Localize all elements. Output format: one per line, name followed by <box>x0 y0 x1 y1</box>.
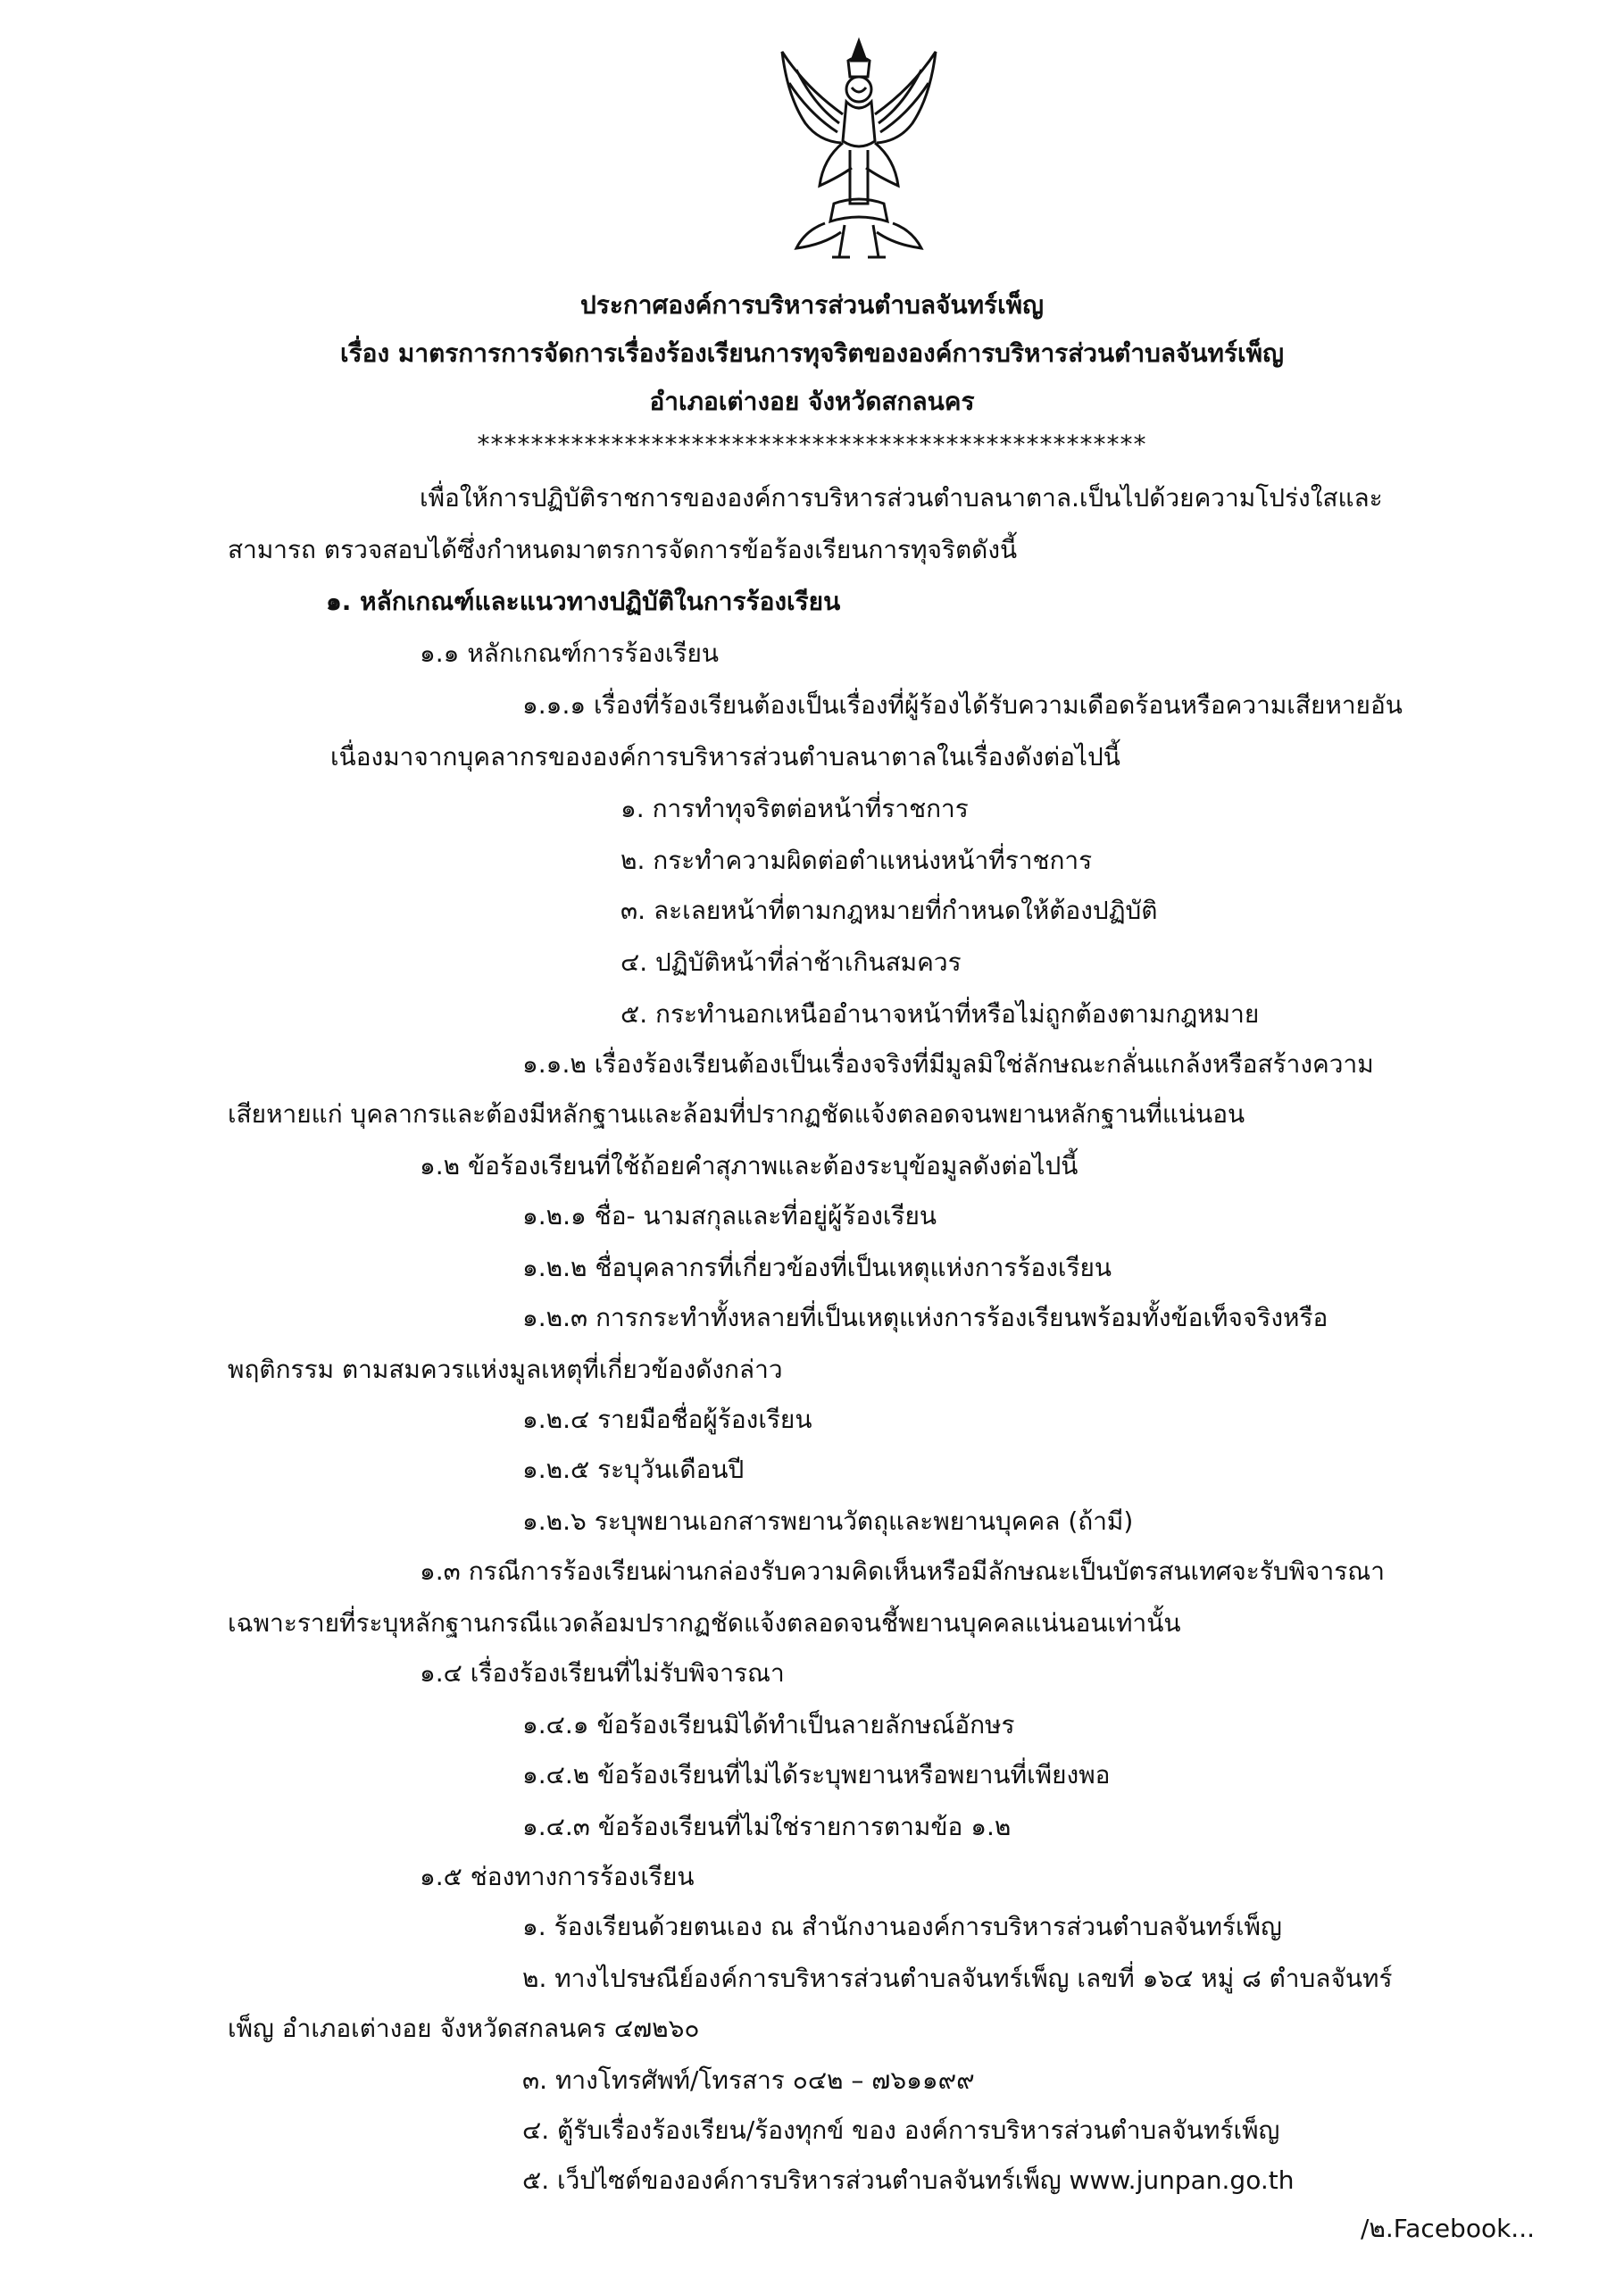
channel-2-line2: เพ็ญ อำเภอเต่างอย จังหวัดสกลนคร ๔๗๒๖๐ <box>228 2014 700 2043</box>
divider-stars: ************************************************** <box>477 430 1147 459</box>
section-1-3-line2: เฉพาะรายที่ระบุหลักฐานกรณีแวดล้อมปรากฏชัดแจ้งตลอดจนชี้พยานบุคคลแน่นอนเท่านั้น <box>228 1608 1181 1638</box>
channel-2-line1: ๒. ทางไปรษณีย์องค์การบริหารส่วนตำบลจันทร์เพ็ญ เลขที่ ๑๖๔ หมู่ ๘ ตำบลจันทร์ <box>522 1964 1393 1993</box>
section-1-2-3-line1: ๑.๒.๓ การกระทำทั้งหลายที่เป็นเหตุแห่งการร้องเรียนพร้อมทั้งข้อเท็จจริงหรือ <box>522 1303 1328 1332</box>
section-1-1-1-line2: เนื่องมาจากบุคลากรขององค์การบริหารส่วนตำบลนาตาลในเรื่องดังต่อไปนี้ <box>330 742 1120 772</box>
section-1-2-5: ๑.๒.๕ ระบุวันเดือนปี <box>522 1455 745 1484</box>
section-1-2-1: ๑.๒.๑ ชื่อ- นามสกุลและที่อยู่ผู้ร้องเรียน <box>522 1201 937 1231</box>
section-1-1: ๑.๑ หลักเกณฑ์การร้องเรียน <box>420 638 720 668</box>
channel-5: ๕. เว็ปไซต์ขององค์การบริหารส่วนตำบลจันทร์เพ็ญ www.junpan.go.th <box>522 2165 1295 2195</box>
channel-3: ๓. ทางโทรศัพท์/โทรสาร ๐๔๒ – ๗๖๑๑๙๙ <box>522 2065 975 2095</box>
list-item: ๔. ปฏิบัติหน้าที่ล่าช้าเกินสมควร <box>620 947 962 977</box>
list-item: ๕. กระทำนอกเหนืออำนาจหน้าที่หรือไม่ถูกต้องตามกฎหมาย <box>620 999 1260 1029</box>
section-1-4-2: ๑.๔.๒ ข้อร้องเรียนที่ไม่ได้ระบุพยานหรือพยานที่เพียงพอ <box>522 1760 1111 1790</box>
section-1-1-2-line2: เสียหายแก่ บุคลากรและต้องมีหลักฐานและล้อมที่ปรากฏชัดแจ้งตลอดจนพยานหลักฐานที่แน่นอน <box>228 1099 1245 1129</box>
section1-heading: ๑. หลักเกณฑ์และแนวทางปฏิบัติในการร้องเรียน <box>326 587 841 616</box>
section-1-1-2-line1: ๑.๑.๒ เรื่องร้องเรียนต้องเป็นเรื่องจริงที่มีมูลมิใช่ลักษณะกลั่นแกล้งหรือสร้างความ <box>522 1049 1374 1079</box>
list-item: ๑. การทำทุจริตต่อหน้าที่ราชการ <box>620 794 969 823</box>
intro-paragraph-line1: เพื่อให้การปฏิบัติราชการขององค์การบริหารส่วนตำบลนาตาล.เป็นไปด้วยความโปร่งใสและ <box>420 483 1383 513</box>
section-1-4-3: ๑.๔.๓ ข้อร้องเรียนที่ไม่ใช่รายการตามข้อ ๑.๒ <box>522 1812 1012 1841</box>
section-1-5: ๑.๕ ช่องทางการร้องเรียน <box>420 1862 695 1891</box>
section-1-4-1: ๑.๔.๑ ข้อร้องเรียนมิได้ทำเป็นลายลักษณ์อักษร <box>522 1710 1015 1740</box>
list-item: ๓. ละเลยหน้าที่ตามกฎหมายที่กำหนดให้ต้องปฏิบัติ <box>620 896 1158 925</box>
section-1-2: ๑.๒ ข้อร้องเรียนที่ใช้ถ้อยคำสุภาพและต้องระบุข้อมูลดังต่อไปนี้ <box>420 1151 1079 1181</box>
channel-1: ๑. ร้องเรียนด้วยตนเอง ณ สำนักงานองค์การบริหารส่วนตำบลจันทร์เพ็ญ <box>522 1912 1282 1941</box>
section-1-2-3-line2: พฤติกรรม ตามสมควรแห่งมูลเหตุที่เกี่ยวข้องดังกล่าว <box>228 1355 783 1384</box>
section-1-4: ๑.๔ เรื่องร้องเรียนที่ไม่รับพิจารณา <box>420 1658 785 1688</box>
section-1-2-6: ๑.๒.๖ ระบุพยานเอกสารพยานวัตถุและพยานบุคคล (ถ้ามี) <box>522 1506 1134 1536</box>
list-item: ๒. กระทำความผิดต่อตำแหน่งหน้าที่ราชการ <box>620 846 1093 875</box>
next-page-marker: /๒.Facebook... <box>1360 2214 1535 2243</box>
channel-4: ๔. ตู้รับเรื่องร้องเรียน/ร้องทุกข์ ของ องค์การบริหารส่วนตำบลจันทร์เพ็ญ <box>522 2115 1280 2145</box>
subject-title: เรื่อง มาตรการการจัดการเรื่องร้องเรียนการทุจริตขององค์การบริหารส่วนตำบลจันทร์เพ็ญ <box>340 338 1284 368</box>
section-1-2-2: ๑.๒.๒ ชื่อบุคลากรที่เกี่ยวข้องที่เป็นเหตุแห่งการร้องเรียน <box>522 1253 1112 1282</box>
section-1-3-line1: ๑.๓ กรณีการร้องเรียนผ่านกล่องรับความคิดเห็นหรือมีลักษณะเป็นบัตรสนเทศจะรับพิจารณา <box>420 1556 1385 1586</box>
section-1-2-4: ๑.๒.๔ รายมือชื่อผู้ร้องเรียน <box>522 1405 812 1434</box>
intro-paragraph-line2: สามารถ ตรวจสอบได้ซึ่งกำหนดมาตรการจัดการข้อร้องเรียนการทุจริตดังนี้ <box>228 535 1018 564</box>
section-1-1-1-line1: ๑.๑.๑ เรื่องที่ร้องเรียนต้องเป็นเรื่องที่ผู้ร้องได้รับความเดือดร้อนหรือความเสียหายอัน <box>522 690 1403 720</box>
location-title: อำเภอเต่างอย จังหวัดสกลนคร <box>649 387 975 416</box>
announcement-title: ประกาศองค์การบริหารส่วนตำบลจันทร์เพ็ญ <box>580 290 1044 320</box>
garuda-emblem-icon <box>770 34 948 266</box>
